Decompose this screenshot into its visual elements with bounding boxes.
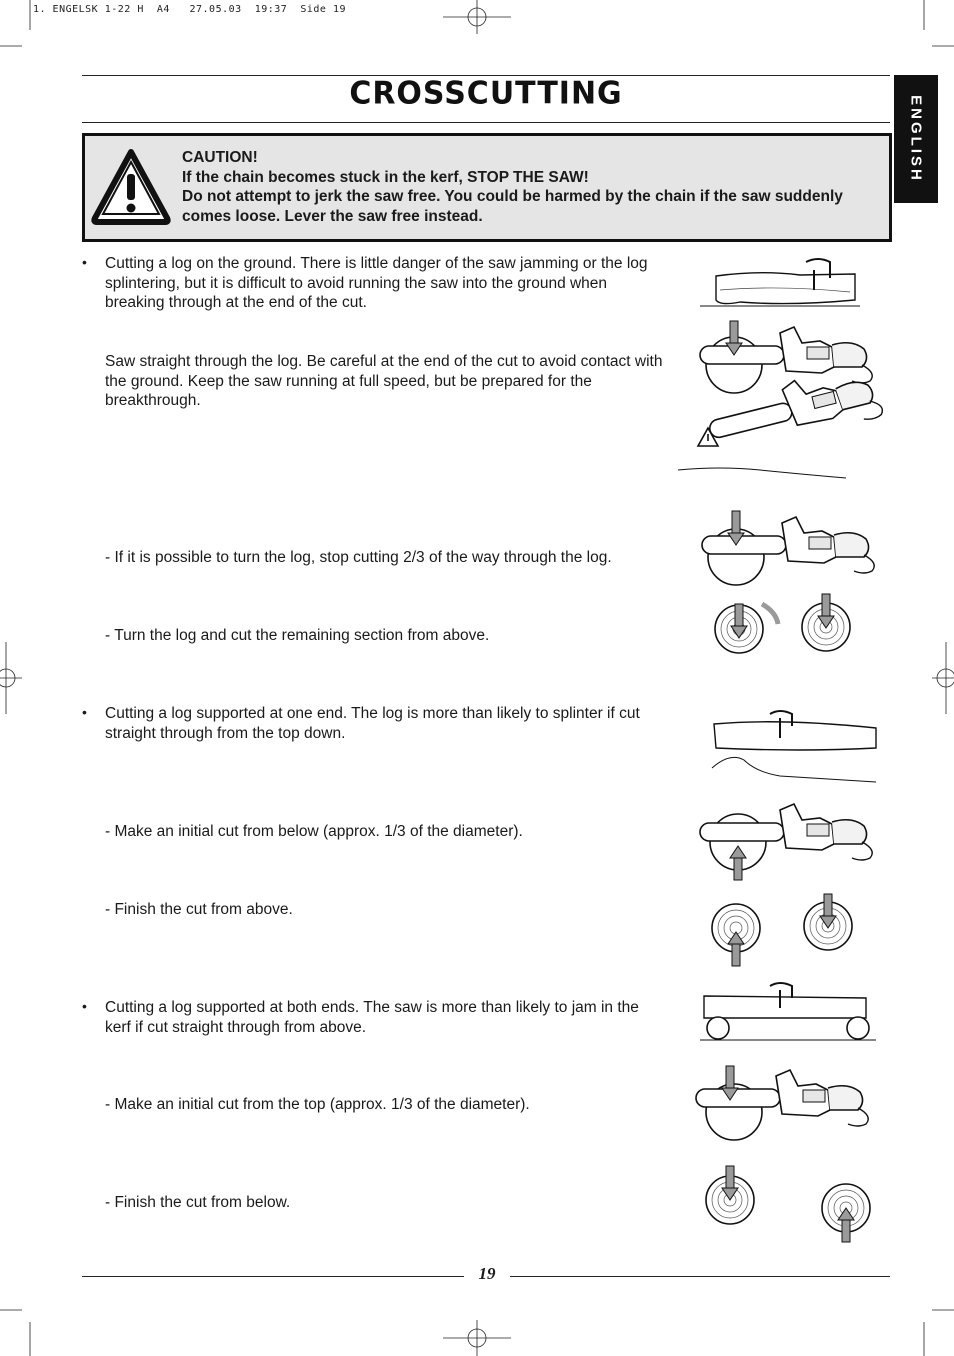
step-dash: - — [105, 1194, 115, 1211]
log-one-end-illustration — [712, 711, 876, 782]
step-dash: - — [105, 627, 115, 644]
step-text: Make an initial cut from below (approx. 1/3 of the diameter). — [114, 823, 523, 840]
page-number: 19 — [478, 1264, 496, 1283]
print-info: 1. ENGELSK 1-22 H A4 27.05.03 19:37 Side 19 — [33, 4, 346, 15]
step-text: Finish the cut from below. — [114, 1194, 291, 1211]
ground-line — [678, 468, 846, 478]
step-text: If it is possible to turn the log, stop cutting 2/3 of the way through the log. — [114, 549, 612, 566]
saw-through-log-illustration — [700, 321, 872, 393]
section-3-intro: Cutting a log supported at both ends. The saw is more than likely to jam in the kerf if cut straight through from above. — [105, 999, 639, 1036]
step-dash: - — [105, 1096, 115, 1113]
caution-line-1: If the chain becomes stuck in the kerf, STOP THE SAW! — [182, 168, 589, 186]
section-1-paragraph: Saw straight through the log. Be careful at the end of the cut to avoid contact with the ground. Keep the saw running at full speed, but be prepared for the breakthrough. — [105, 353, 663, 410]
section-3-bullet: • — [82, 998, 87, 1014]
section-1-bullet: • — [82, 254, 87, 270]
section-2-bullet: • — [82, 704, 87, 720]
step-text: Turn the log and cut the remaining section from above. — [114, 627, 490, 644]
step-dash: - — [105, 901, 115, 918]
step-dash: - — [105, 823, 115, 840]
caution-heading: CAUTION! — [182, 149, 258, 166]
section-1-intro: Cutting a log on the ground. There is little danger of the saw jamming or the log splintering, but it is difficult to avoid running the saw into the ground when breaking through at the end of the cut. — [105, 255, 648, 312]
footer-rule-left — [82, 1276, 464, 1277]
step-text: Make an initial cut from the top (approx. 1/3 of the diameter). — [114, 1096, 530, 1113]
finish-from-below-illustration — [706, 1166, 870, 1242]
stop-two-thirds-illustration — [702, 511, 874, 585]
turn-log-illustration — [715, 594, 850, 653]
section-2-intro: Cutting a log supported at one end. The log is more than likely to splinter if cut straight through from the top down. — [105, 705, 640, 742]
log-on-ground-illustration — [700, 259, 860, 306]
step-text: Finish the cut from above. — [114, 901, 293, 918]
caution-line-2: Do not attempt to jerk the saw free. You could be harmed by the chain if the saw suddenly comes loose. Lever the saw free instead. — [182, 188, 843, 226]
cut-from-below-illustration — [700, 804, 872, 880]
cut-from-top-illustration — [696, 1066, 868, 1140]
footer-rule-right — [510, 1276, 890, 1277]
step-dash: - — [105, 549, 115, 566]
language-tab-label: ENGLISH — [907, 95, 925, 183]
finish-from-above-illustration — [712, 894, 852, 966]
page-title: CROSSCUTTING — [349, 75, 623, 112]
log-both-ends-illustration — [700, 983, 876, 1040]
